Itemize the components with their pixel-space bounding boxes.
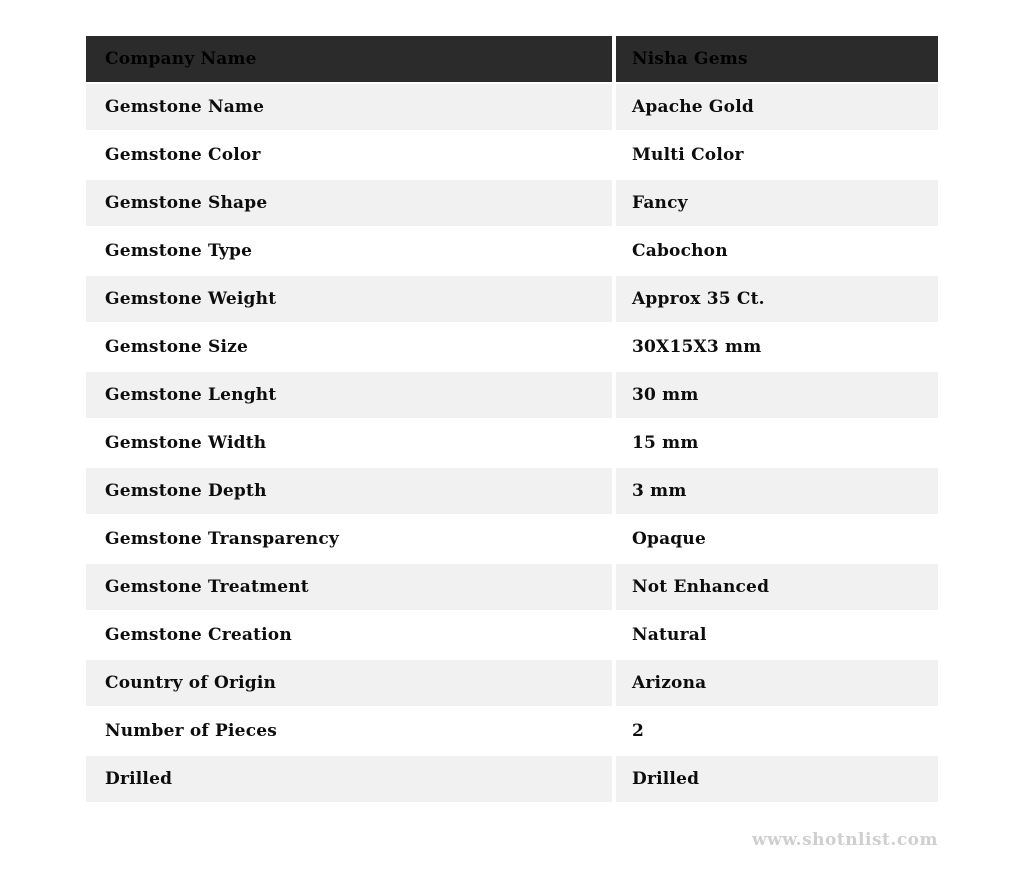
- spec-row-label: Gemstone Weight: [86, 276, 612, 322]
- spec-row-value: 2: [616, 708, 938, 754]
- watermark-text: www.shotnlist.com: [751, 830, 938, 850]
- spec-row-label: Drilled: [86, 756, 612, 802]
- spec-row-value: Opaque: [616, 516, 938, 562]
- spec-row-label: Gemstone Shape: [86, 180, 612, 226]
- spec-row-value: 3 mm: [616, 468, 938, 514]
- spec-row-label: Gemstone Creation: [86, 612, 612, 658]
- spec-row-label: Gemstone Depth: [86, 468, 612, 514]
- spec-row-value: 30 mm: [616, 372, 938, 418]
- spec-row-value: Cabochon: [616, 228, 938, 274]
- spec-row-label: Number of Pieces: [86, 708, 612, 754]
- gemstone-spec-table: [86, 36, 938, 802]
- spec-row-value: Fancy: [616, 180, 938, 226]
- spec-row-label: Gemstone Transparency: [86, 516, 612, 562]
- spec-row-value: Apache Gold: [616, 84, 938, 130]
- spec-row-label: Gemstone Type: [86, 228, 612, 274]
- spec-row-value: Drilled: [616, 756, 938, 802]
- spec-row-value: 15 mm: [616, 420, 938, 466]
- spec-row-value: Natural: [616, 612, 938, 658]
- spec-row-label: Gemstone Color: [86, 132, 612, 178]
- table-header-label: Company Name: [86, 36, 612, 82]
- spec-row-value: Not Enhanced: [616, 564, 938, 610]
- spec-row-label: Gemstone Name: [86, 84, 612, 130]
- spec-row-value: Multi Color: [616, 132, 938, 178]
- spec-row-value: Arizona: [616, 660, 938, 706]
- spec-row-label: Gemstone Treatment: [86, 564, 612, 610]
- spec-row-label: Gemstone Size: [86, 324, 612, 370]
- spec-row-value: Approx 35 Ct.: [616, 276, 938, 322]
- spec-row-label: Gemstone Lenght: [86, 372, 612, 418]
- spec-row-label: Gemstone Width: [86, 420, 612, 466]
- spec-row-label: Country of Origin: [86, 660, 612, 706]
- spec-row-value: 30X15X3 mm: [616, 324, 938, 370]
- table-header-value: Nisha Gems: [616, 36, 938, 82]
